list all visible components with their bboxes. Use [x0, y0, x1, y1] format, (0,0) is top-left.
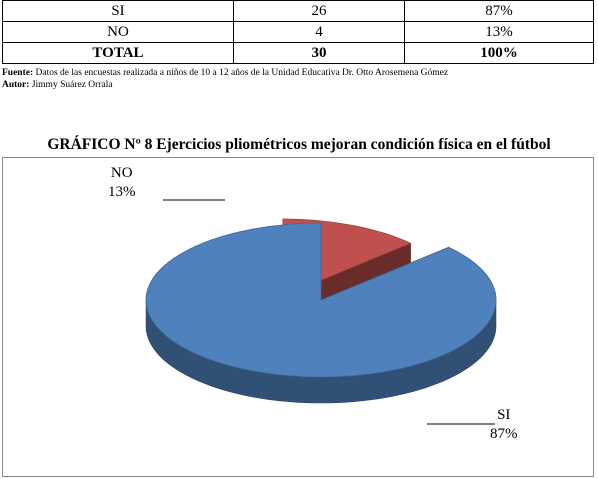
chart-title: GRÁFICO Nº 8 Ejercicios pliométricos mejoran condición física en el fútbol [47, 136, 551, 153]
chart-area [2, 157, 594, 477]
author-line [2, 79, 448, 91]
frequency-table [2, 0, 594, 64]
data-label-no [108, 164, 136, 202]
author-text: Jimmy Suárez Orrala [29, 80, 113, 90]
author-label: Autor: [2, 80, 30, 90]
table-row [3, 22, 594, 43]
row-frequency: 26 [234, 1, 405, 22]
table-row [3, 1, 594, 22]
total-percentage: 100% [405, 43, 594, 64]
data-label-category: NO [110, 165, 133, 181]
data-label-si [490, 406, 518, 444]
pie-slice-si [146, 223, 496, 377]
source-text: Datos de las encuestas realizada a niños de 10 a 12 años de la Unidad Educativa Dr. Otto Arosemena Gómez [33, 68, 449, 78]
data-label-value: 87% [490, 426, 518, 442]
row-label: NO [3, 22, 234, 43]
total-label: TOTAL [3, 43, 234, 64]
table-total-row [3, 43, 594, 64]
source-notes [2, 67, 448, 91]
source-label: Fuente: [2, 68, 34, 78]
data-label-value: 13% [108, 184, 136, 200]
data-label-category: SI [497, 407, 511, 423]
total-frequency: 30 [234, 43, 405, 64]
row-percentage: 13% [405, 22, 594, 43]
row-percentage: 87% [405, 1, 594, 22]
row-frequency: 4 [234, 22, 405, 43]
source-line [2, 67, 448, 79]
row-label: SI [3, 1, 234, 22]
